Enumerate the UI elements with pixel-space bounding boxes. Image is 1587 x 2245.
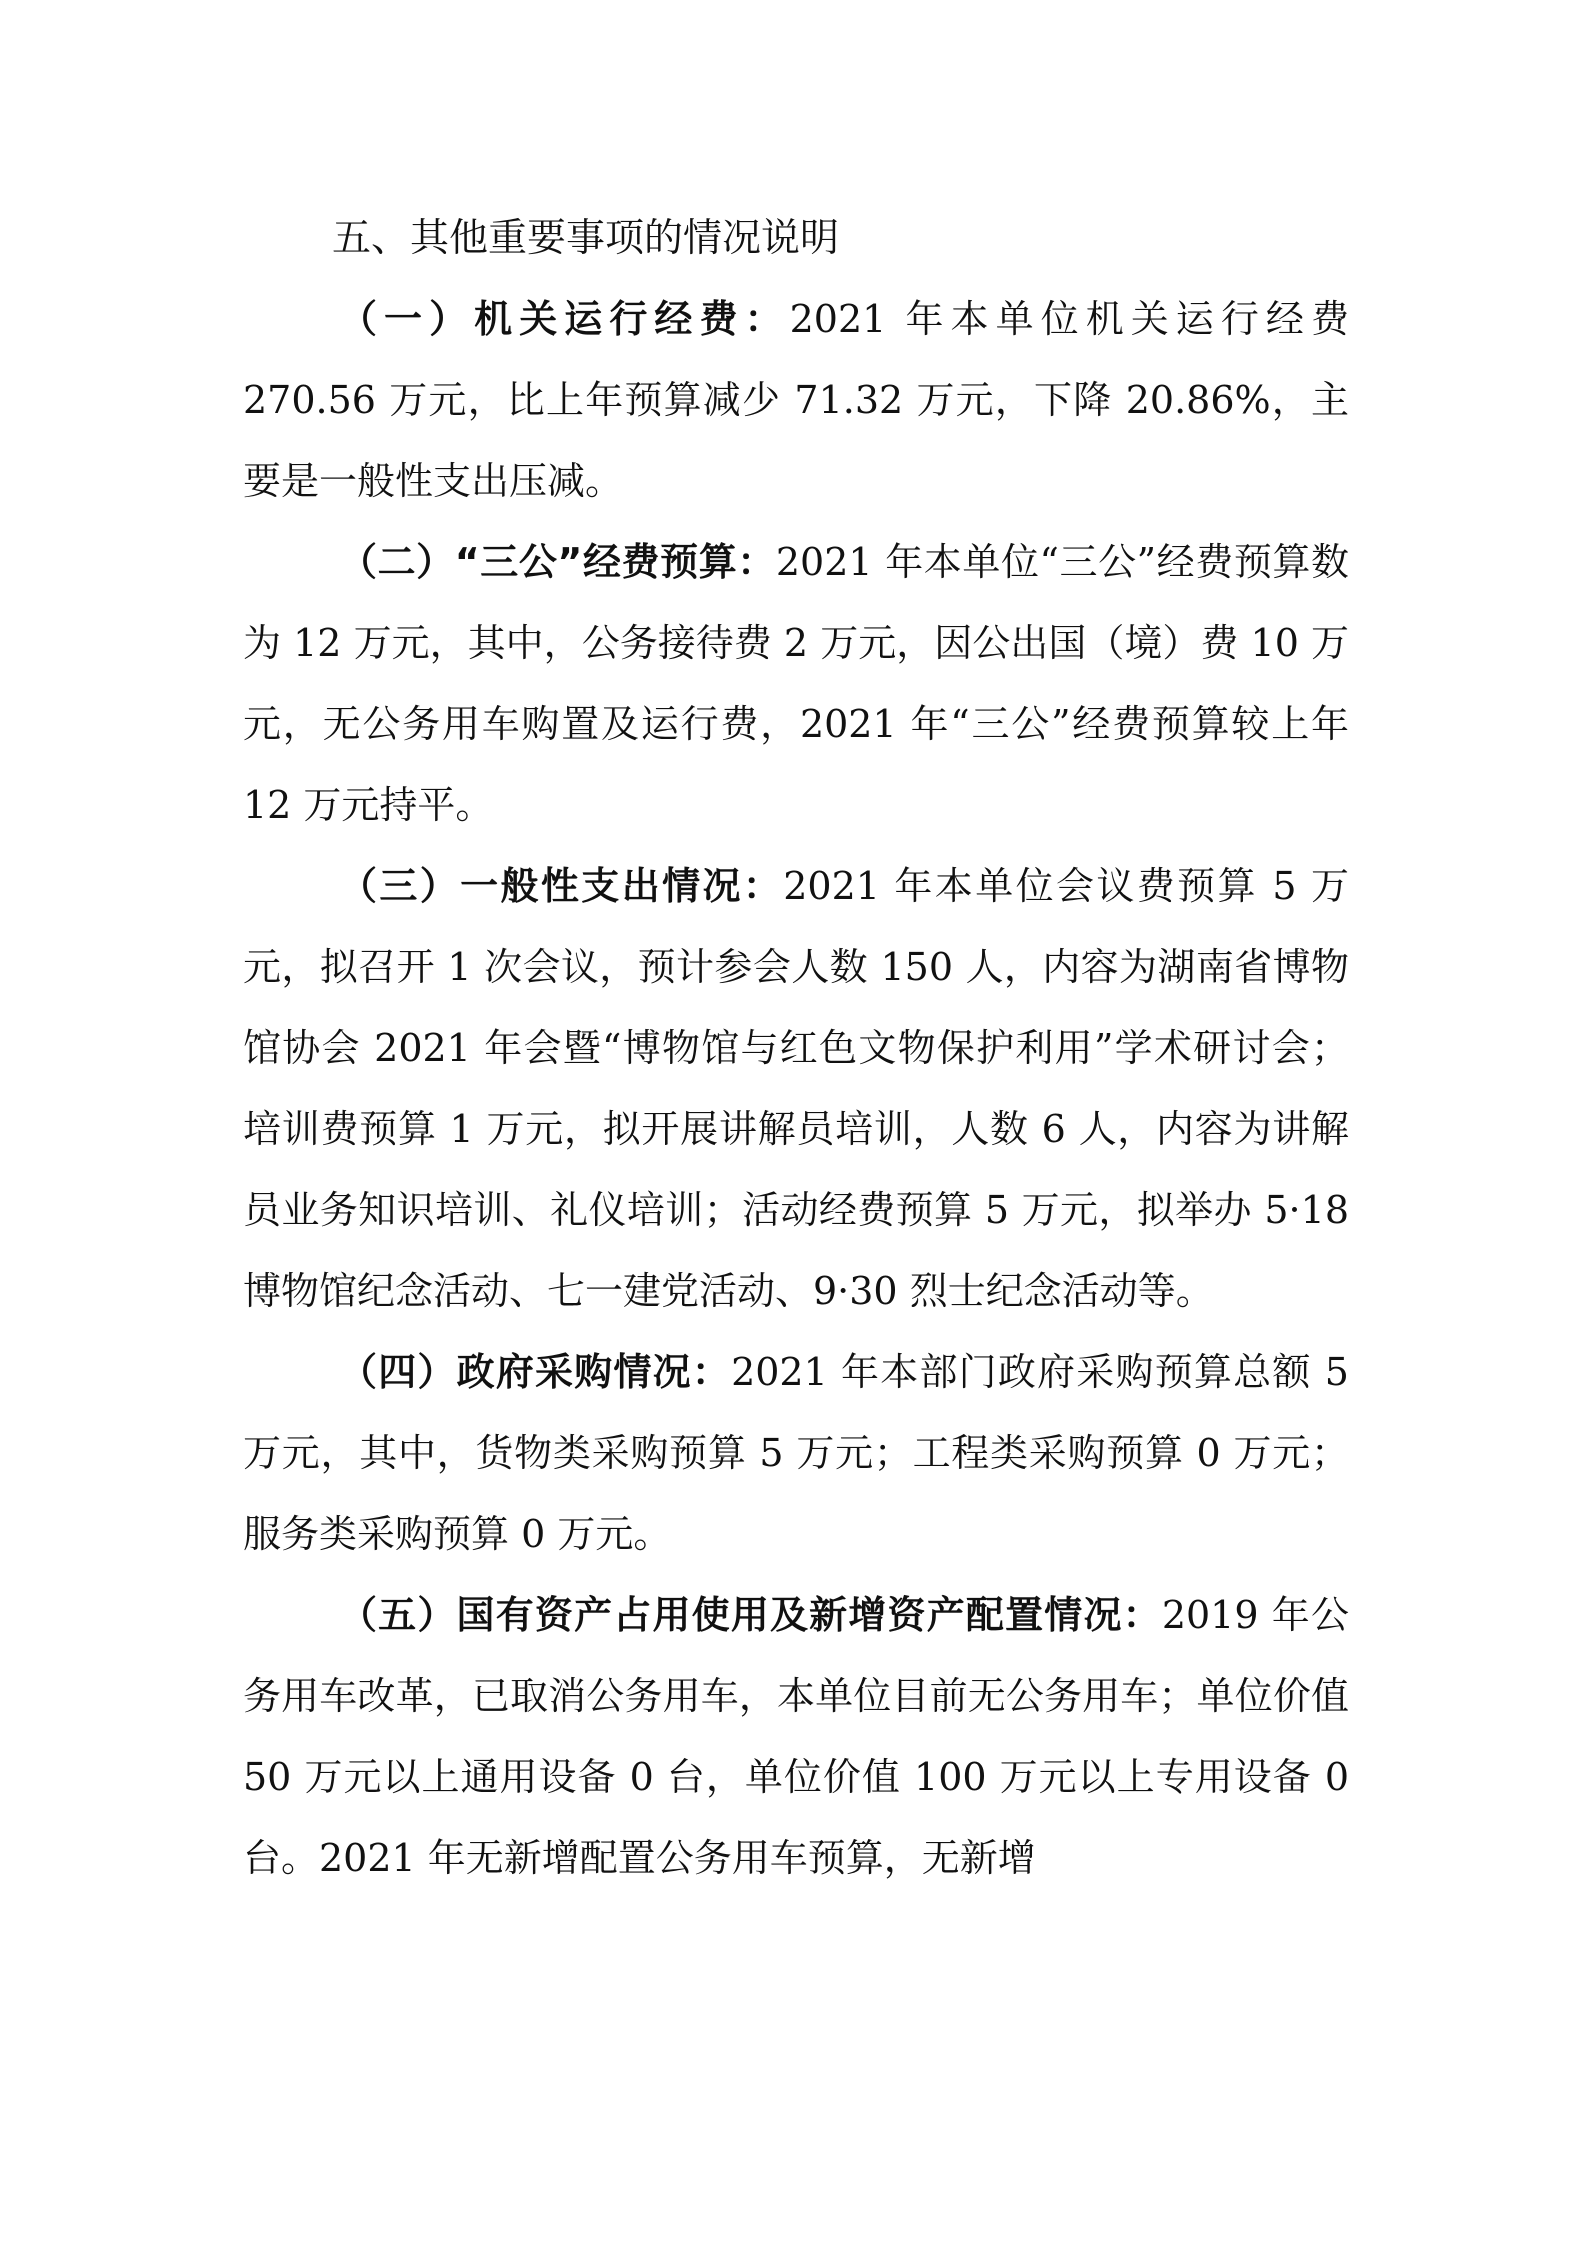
paragraph-state-assets — [243, 1575, 1349, 1899]
paragraph-government-procurement — [243, 1332, 1349, 1575]
paragraph-body: 2021 年本部门政府采购预算总额 5 万元，其中，货物类采购预算 5 万元；工程类采购预算 0 万元；服务类采购预算 0 万元。 — [243, 1350, 1349, 1556]
paragraph-lead: （四）政府采购情况： — [339, 1350, 732, 1394]
paragraph-body: 2019 年公务用车改革，已取消公务用车，本单位目前无公务用车；单位价值 50 万元以上通用设备 0 台，单位价值 100 万元以上专用设备 0 台。2021 年无新增配置公务用车预算，无新增 — [243, 1593, 1349, 1880]
paragraph-lead: （三）一般性支出情况： — [339, 864, 784, 908]
page-content — [243, 198, 1349, 1899]
paragraph-lead: （一）机关运行经费： — [339, 297, 790, 341]
paragraph-body: 2021 年本单位“三公”经费预算数为 12 万元，其中，公务接待费 2 万元，因公出国（境）费 10 万元，无公务用车购置及运行费，2021 年“三公”经费预算较上年 12 万元持平。 — [243, 540, 1349, 827]
section-heading: 五、其他重要事项的情况说明 — [332, 216, 840, 261]
paragraph-body: 2021 年本单位会议费预算 5 万元，拟召开 1 次会议，预计参会人数 150 人，内容为湖南省博物馆协会 2021 年会暨“博物馆与红色文物保护利用”学术研讨会；培训费预算 1 万元，拟开展讲解员培训，人数 6 人，内容为讲解员业务知识培训、礼仪培训；活动经费预算 5 万元，拟举办 5·18 博物馆纪念活动、七一建党活动、9·30 烈士纪念活动等。 — [243, 864, 1349, 1313]
paragraph-general-expenditure — [243, 846, 1349, 1332]
paragraph-operating-expenses — [243, 279, 1349, 522]
paragraph-three-public-expenses — [243, 522, 1349, 846]
paragraph-lead: （五）国有资产占用使用及新增资产配置情况： — [339, 1593, 1162, 1637]
paragraph-body: 2021 年本单位机关运行经费 270.56 万元，比上年预算减少 71.32 万元，下降 20.86%，主要是一般性支出压减。 — [243, 297, 1349, 503]
paragraph-lead: （二）“三公”经费预算： — [339, 540, 776, 584]
